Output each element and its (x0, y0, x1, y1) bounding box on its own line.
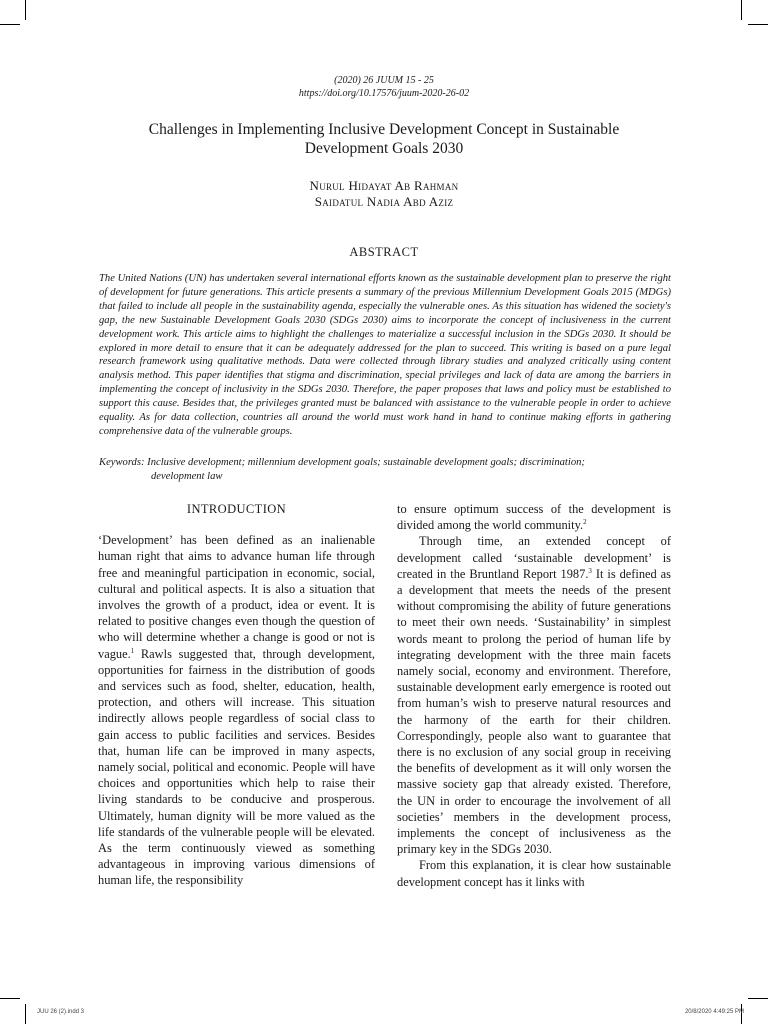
paragraph-text: Rawls suggested that, through development, opportunities for fairness in the distribution of goods and services such as food, shelter, education, health, protection, and others will increase. This situation indirectly allows people regardless of social class to gain access to public facilities and services. Besides that, human life can be improved in many aspects, namely social, political and economic. People will have choices and opportunities which help to raise their living standards to be conducive and prosperous. Ultimately, human dignity will be more valued as the life standards of the vulnerable people will be elevated. As the term continuously viewed as something advantageous in improving various dimensions of human life, the responsibility (98, 646, 375, 888)
title-line-2: Development Goals 2030 (304, 140, 464, 157)
keywords-label: Keywords: (99, 457, 145, 468)
abstract-heading: ABSTRACT (349, 245, 419, 259)
doi-link[interactable]: https://doi.org/10.17576/juum-2020-26-02 (298, 88, 470, 99)
title-line-1: Challenges in Implementing Inclusive Development Concept in Sustainable (148, 121, 620, 138)
right-column (397, 501, 671, 890)
citation: (2020) 26 JUUM 15 - 25 (334, 75, 434, 86)
crop-mark (25, 0, 26, 20)
body-paragraph (397, 533, 671, 857)
author-list (0, 178, 768, 210)
crop-mark (25, 1004, 26, 1024)
paragraph-text: Through time, an extended concept of development called ‘sustainable development’ is created in the Bruntland Report 1987. (397, 534, 671, 581)
footnote-ref[interactable]: 2 (583, 518, 587, 527)
section-heading: INTRODUCTION (186, 502, 287, 516)
crop-mark (748, 24, 768, 25)
left-column (98, 501, 375, 889)
keywords-list: Inclusive development; millennium development goals; sustainable development goals; discrimination; (147, 457, 585, 468)
body-paragraph (397, 501, 671, 533)
paper-title (100, 120, 668, 158)
footnote-ref[interactable]: 3 (588, 566, 592, 575)
paragraph-text: to ensure optimum success of the development is divided among the world community. (397, 502, 671, 533)
crop-mark (748, 998, 768, 999)
footnote-ref[interactable]: 1 (130, 646, 135, 655)
print-slug-right: 20/8/2020 4:49:25 PM (684, 1009, 744, 1015)
paragraph-text: ‘Development’ has been defined as an inalienable human right that aims to advance human life through free and meaningful participation in economic, social, cultural and political aspects. It is also a situation that involves the growth of a product, idea or event. It is related to positive changes even though the question of who will determine whether a change is good or not is vague. (98, 533, 375, 661)
journal-header (0, 74, 768, 100)
keywords (99, 456, 671, 483)
author-name: Saidatul Nadia Abd Aziz (314, 194, 454, 209)
paragraph-text: It is defined as a development that meets the needs of the present without compromising the ability of future generations to meet their own needs. ‘Sustainability’ in simplest words meant to prolong the period of human life by integrating development with the three main facets namely social, economy and environment. Therefore, sustainable development early emergence is rooted out from human’s wish to preserve natural resources and the harmony of the earth for their children. Correspondingly, people also want to guarantee that there is no exclusion of any social group in receiving the benefits of development as it will only worsen the massive society gap that already existed. Therefore, the UN in order to encourage the involvement of all societies’ members in the development process, implements the concept of inclusiveness as the primary key in the SDGs 2030. (397, 566, 672, 857)
author-name: Nurul Hidayat Ab Rahman (309, 178, 459, 193)
crop-mark (0, 24, 20, 25)
body-paragraph (98, 532, 375, 888)
keywords-list-cont: development law (151, 470, 223, 482)
crop-mark (0, 998, 20, 999)
body-paragraph: From this explanation, it is clear how sustainable development concept has it links with (397, 858, 671, 889)
print-slug-left: JUU 26 (2).indd 3 (37, 1009, 85, 1015)
crop-mark (741, 0, 742, 20)
abstract-text: The United Nations (UN) has undertaken several international efforts known as the sustainable development plan to preserve the right of development for future generations. This article presents a summary of the previous Millennium Development Goals 2015 (MDGs) that failed to include all people in the sustainability agenda, especially the vulnerable ones. As this situation has widened the society's gap, the new Sustainable Development Goals 2030 (SDGs 2030) aims to incorporate the concept of inclusiveness in the current development work. This article aims to highlight the challenges to materialize a successful inclusion in the SDGs 2030. It should be explored in more detail to ensure that it can be adequately addressed for the plan to succeed. This writing is based on a pure legal research framework using qualitative methods. Data were collected through library studies and analyzed critically using content analysis method. This paper identifies that stigma and discrimination, special privileges and lack of data are among the barriers in implementing the concept of inclusivity in the SDGs 2030. Therefore, the paper proposes that laws and policy must be established to support this cause. Besides that, the privileges granted must be balanced with assistance to the vulnerable people in order to achieve equality. As for data collection, countries all around the world must work hand in hand to continue making efforts in gathering comprehensive data of the vulnerable groups. (99, 273, 671, 437)
